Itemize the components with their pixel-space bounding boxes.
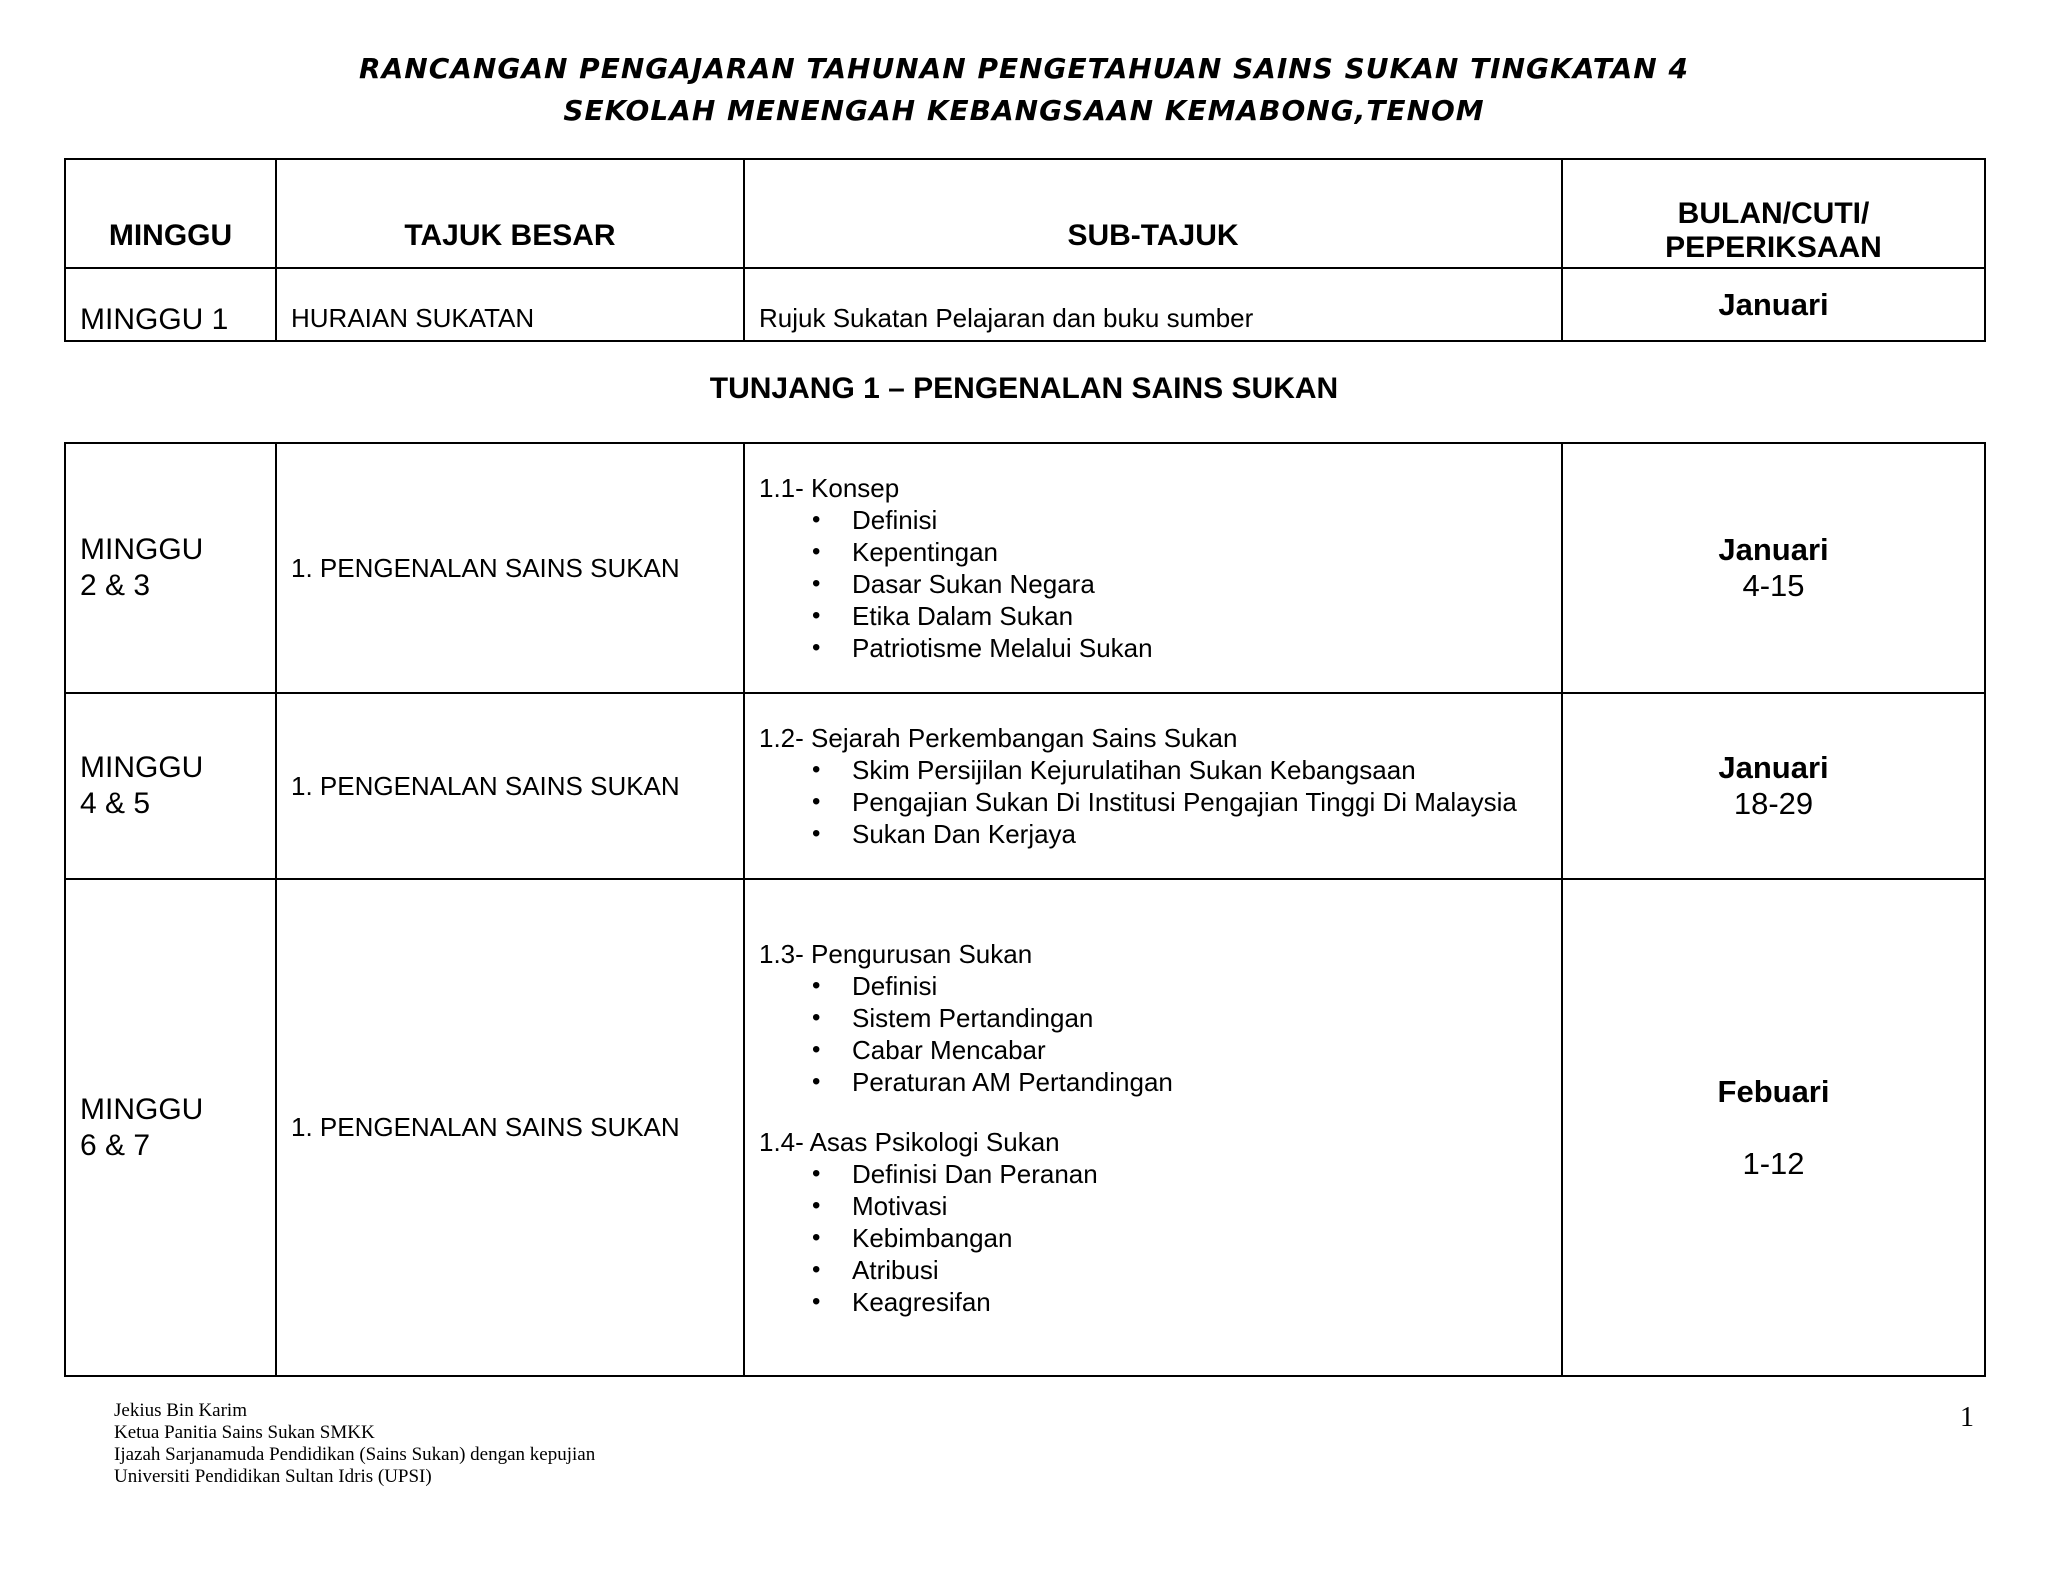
month-cell [1562,879,1985,1376]
month-cell [1562,443,1985,693]
table-row [65,879,1985,1376]
footer-signature [114,1400,595,1488]
topic-cell: 1. PENGENALAN SAINS SUKAN [276,443,744,693]
table-row [65,268,1985,341]
subtopic-list [759,504,1561,664]
table-row [65,693,1985,879]
list-item: • Definisi Dan Peranan [852,1158,1561,1190]
list-item: • Sistem Pertandingan [852,1002,1561,1034]
document-title-line-1: RANCANGAN PENGAJARAN TAHUNAN PENGETAHUAN SAINS SUKAN TINGKATAN 4 [359,52,1689,85]
header-table [64,158,1986,342]
month-name: Januari [1718,532,1829,567]
subtopic-cell [744,879,1562,1376]
month-dates: 4-15 [1742,568,1805,603]
topic-cell: 1. PENGENALAN SAINS SUKAN [276,879,744,1376]
list-item: • Cabar Mencabar [852,1034,1561,1066]
list-item: • Etika Dalam Sukan [852,600,1561,632]
list-item: • Kepentingan [852,536,1561,568]
list-item: • Dasar Sukan Negara [852,568,1561,600]
week-label: MINGGU [80,1092,204,1126]
list-item: • Peraturan AM Pertandingan [852,1066,1561,1098]
header-bulan-cuti-peperiksaan [1562,159,1985,268]
list-item: • Skim Persijilan Kejurulatihan Sukan Kebangsaan [852,754,1561,786]
topic-cell: HURAIAN SUKATAN [276,268,744,341]
list-item: • Definisi [852,504,1561,536]
header-tajuk-besar: TAJUK BESAR [276,159,744,268]
week-range: 2 & 3 [80,569,151,602]
subtopic-cell [744,693,1562,879]
footer-name: Jekius Bin Karim [114,1400,247,1421]
footer-university: Universiti Pendidikan Sultan Idris (UPSI) [114,1466,432,1487]
week-cell [65,443,276,693]
footer-position: Ketua Panitia Sains Sukan SMKK [114,1422,375,1443]
month-name: Januari [1718,750,1829,785]
month-name: Febuari [1717,1073,1830,1109]
subtopic-heading: 1.2- Sejarah Perkembangan Sains Sukan [759,723,1238,753]
list-item: • Patriotisme Melalui Sukan [852,632,1561,664]
topic-cell: 1. PENGENALAN SAINS SUKAN [276,693,744,879]
month-cell: Januari [1562,268,1985,341]
header-bulan-line-2: PEPERIKSAAN [1665,231,1882,264]
subtopic-cell [744,443,1562,693]
week-cell: MINGGU 1 [65,268,276,341]
month-dates: 1-12 [1742,1145,1805,1181]
list-item: • Sukan Dan Kerjaya [852,818,1561,850]
table-row [65,443,1985,693]
week-range: 4 & 5 [80,787,151,820]
subtopic-heading: 1.1- Konsep [759,473,900,503]
header-bulan-line-1: BULAN/CUTI/ [1677,197,1870,230]
week-cell [65,879,276,1376]
week-range: 6 & 7 [80,1128,151,1162]
subtopic-list [759,754,1561,850]
table-header-row [65,159,1985,268]
month-dates: 18-29 [1733,786,1814,821]
list-item: • Motivasi [852,1190,1561,1222]
week-label: MINGGU [80,533,204,566]
list-item: • Keagresifan [852,1286,1561,1318]
subtopic-list [759,970,1561,1098]
section-heading: TUNJANG 1 – PENGENALAN SAINS SUKAN [709,372,1339,405]
list-item: • Kebimbangan [852,1222,1561,1254]
footer-degree: Ijazah Sarjanamuda Pendidikan (Sains Sukan) dengan kepujian [114,1444,596,1465]
week-label: MINGGU [80,751,204,784]
week-cell [65,693,276,879]
subtopic-heading: 1.3- Pengurusan Sukan [759,938,1033,969]
header-sub-tajuk: SUB-TAJUK [744,159,1562,268]
list-item: • Atribusi [852,1254,1561,1286]
header-minggu: MINGGU [65,159,276,268]
schedule-table [64,442,1986,1377]
page-number: 1 [1960,1402,1974,1433]
subtopic-cell: Rujuk Sukatan Pelajaran dan buku sumber [744,268,1562,341]
list-item: • Definisi [852,970,1561,1002]
subtopic-heading: 1.4- Asas Psikologi Sukan [759,1126,1060,1157]
document-title-line-2: SEKOLAH MENENGAH KEBANGSAAN KEMABONG,TENOM [563,94,1485,127]
month-cell [1562,693,1985,879]
subtopic-list [759,1158,1561,1318]
list-item: • Pengajian Sukan Di Institusi Pengajian Tinggi Di Malaysia [852,786,1561,818]
